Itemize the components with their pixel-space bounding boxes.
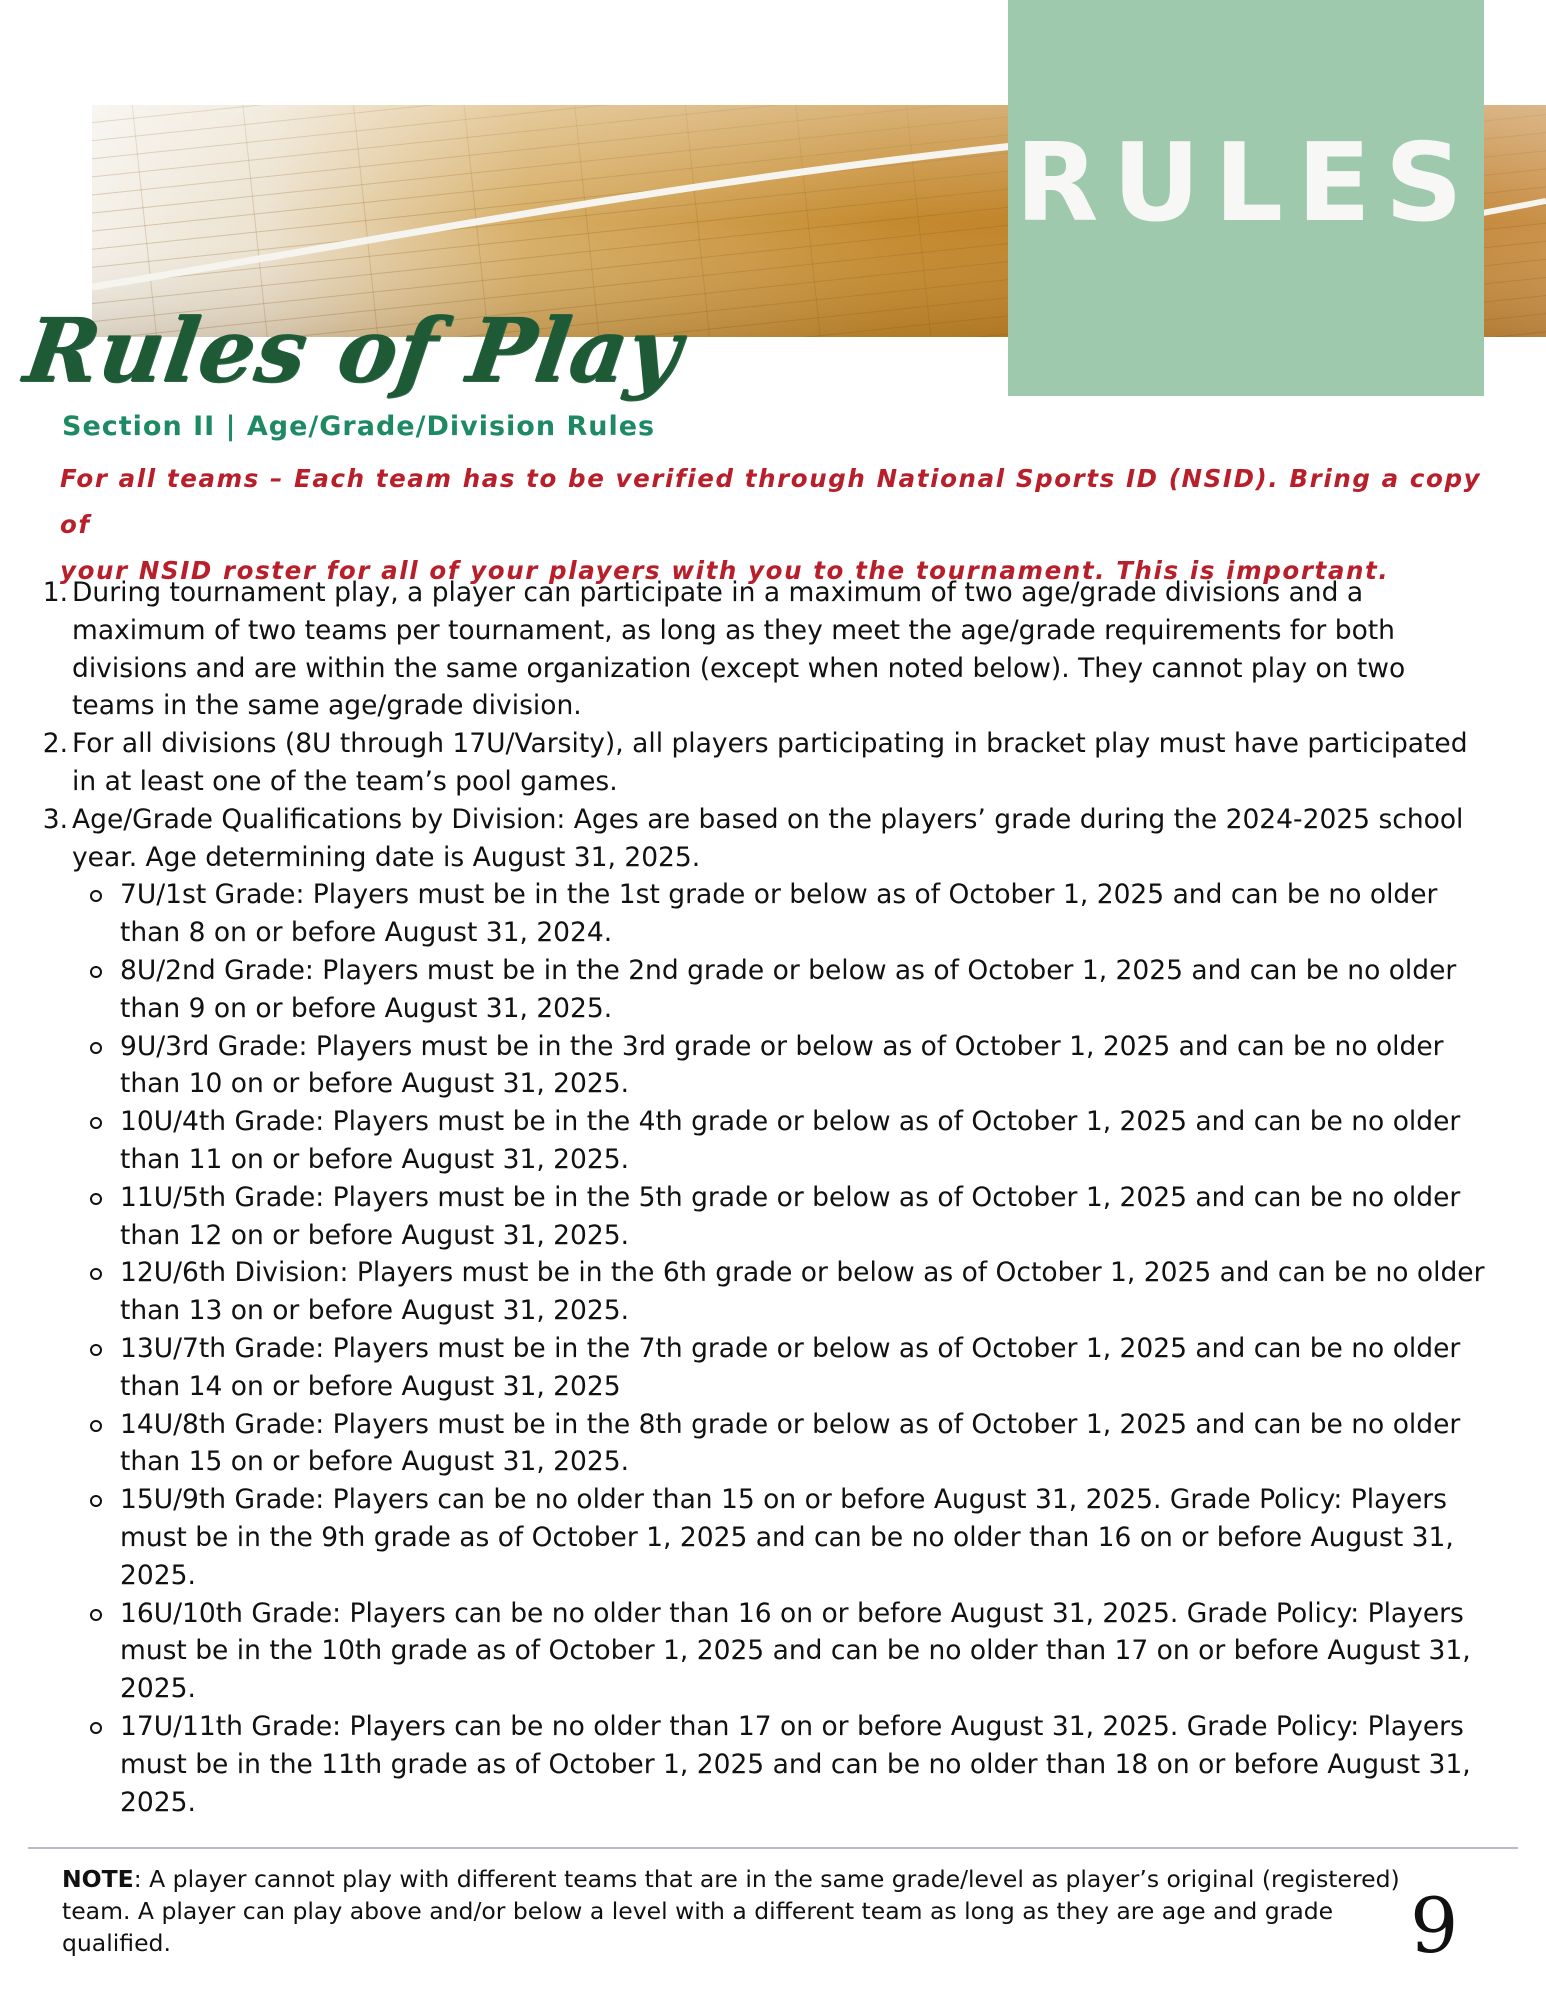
bullet-icon <box>90 1609 102 1621</box>
division-item <box>120 1481 1486 1594</box>
division-text: 10U/4th Grade: Players must be in the 4th grade or below as of October 1, 2025 and can be no older than 11 on or before August 31, 2025. <box>120 1106 1461 1175</box>
rules-list <box>42 574 1486 1821</box>
division-text: 8U/2nd Grade: Players must be in the 2nd grade or below as of October 1, 2025 and can be no older than 9 on or before August 31, 2025. <box>120 954 1457 1024</box>
division-text: 16U/10th Grade: Players can be no older than 16 on or before August 31, 2025. Grade Policy: Players must be in the 10th grade as of October 1, 2025 and can be no older than 17 on or before August 31, 2025. <box>120 1597 1471 1705</box>
section-heading: Section II | Age/Grade/Division Rules <box>62 411 656 442</box>
note-label: NOTE <box>62 1865 134 1893</box>
nsid-notice-line-1: For all teams – Each team has to be verified through National Sports ID (NSID). Bring a copy of <box>60 464 1482 539</box>
division-text: 15U/9th Grade: Players can be no older than 15 on or before August 31, 2025. Grade Policy: Players must be in the 9th grade as of October 1, 2025 and can be no older than 16 on or before August 31, 2025. <box>120 1484 1454 1591</box>
rule-text: For all divisions (8U through 17U/Varsity), all players participating in bracket play must have participated in at least one of the team’s pool games. <box>72 728 1468 797</box>
rule-text: Age/Grade Qualifications by Division: Ages are based on the players’ grade during the 2024-2025 school year. Age determining date is August 31, 2025. <box>72 803 1464 873</box>
rule-number: 3. <box>42 803 68 835</box>
page-number: 9 <box>1410 1881 1459 1970</box>
rule-item <box>42 574 1486 725</box>
bullet-icon <box>90 1495 102 1507</box>
division-item <box>120 1254 1486 1330</box>
division-item <box>120 1179 1486 1255</box>
rule-item <box>42 801 1486 1822</box>
division-text: 14U/8th Grade: Players must be in the 8th grade or below as of October 1, 2025 and can be no older than 15 on or before August 31, 2025. <box>120 1408 1461 1478</box>
division-text: 13U/7th Grade: Players must be in the 7th grade or below as of October 1, 2025 and can be no older than 14 on or before August 31, 2025 <box>120 1332 1461 1402</box>
bullet-icon <box>90 1042 102 1054</box>
bullet-icon <box>90 890 102 902</box>
division-item <box>120 1708 1486 1821</box>
division-item <box>120 1103 1486 1179</box>
division-text: 12U/6th Division: Players must be in the 6th grade or below as of October 1, 2025 and can be no older than 13 on or before August 31, 2025. <box>120 1257 1485 1327</box>
bullet-icon <box>90 966 102 978</box>
division-text: 11U/5th Grade: Players must be in the 5th grade or below as of October 1, 2025 and can be no older than 12 on or before August 31, 2025. <box>120 1181 1461 1251</box>
bullet-icon <box>90 1117 102 1129</box>
rules-content <box>42 574 1486 1821</box>
division-item <box>120 952 1486 1028</box>
rule-item <box>42 725 1486 801</box>
footer-divider <box>28 1847 1518 1849</box>
division-item <box>120 876 1486 952</box>
division-text: 7U/1st Grade: Players must be in the 1st grade or below as of October 1, 2025 and can be no older than 8 on or before August 31, 2024. <box>120 879 1438 949</box>
rules-badge-title: RULES <box>1015 121 1477 246</box>
rules-of-play-title: Rules of Play <box>18 298 688 402</box>
division-text: 9U/3rd Grade: Players must be in the 3rd grade or below as of October 1, 2025 and can be no older than 10 on or before August 31, 2025. <box>120 1030 1444 1100</box>
footer-note <box>62 1863 1402 1959</box>
bullet-icon <box>90 1420 102 1432</box>
division-list <box>72 876 1486 1821</box>
rule-number: 1. <box>42 577 68 608</box>
nsid-notice-line-2: your NSID roster for all of your players with you to the tournament. This is important. <box>60 556 1390 585</box>
division-item <box>120 1028 1486 1104</box>
division-text: 17U/11th Grade: Players can be no older than 17 on or before August 31, 2025. Grade Policy: Players must be in the 11th grade as of October 1, 2025 and can be no older than 18 on or before August 31, 2025. <box>120 1710 1471 1818</box>
rule-text: During tournament play, a player can participate in a maximum of two age/grade divisions and a maximum of two teams per tournament, as long as they meet the age/grade requirements for both divisions and are within the same organization (except when noted below). They cannot play on two teams in the same age/grade division. <box>72 577 1406 722</box>
bullet-icon <box>90 1268 102 1280</box>
division-item <box>120 1330 1486 1406</box>
bullet-icon <box>90 1722 102 1734</box>
rule-number: 2. <box>42 728 68 760</box>
bullet-icon <box>90 1344 102 1356</box>
division-item <box>120 1406 1486 1482</box>
bullet-icon <box>90 1193 102 1205</box>
note-text: : A player cannot play with different teams that are in the same grade/level as player’s original (registered) team. A player can play above and/or below a level with a different team as long as they are age and grade qualified. <box>62 1865 1400 1957</box>
division-item <box>120 1595 1486 1708</box>
